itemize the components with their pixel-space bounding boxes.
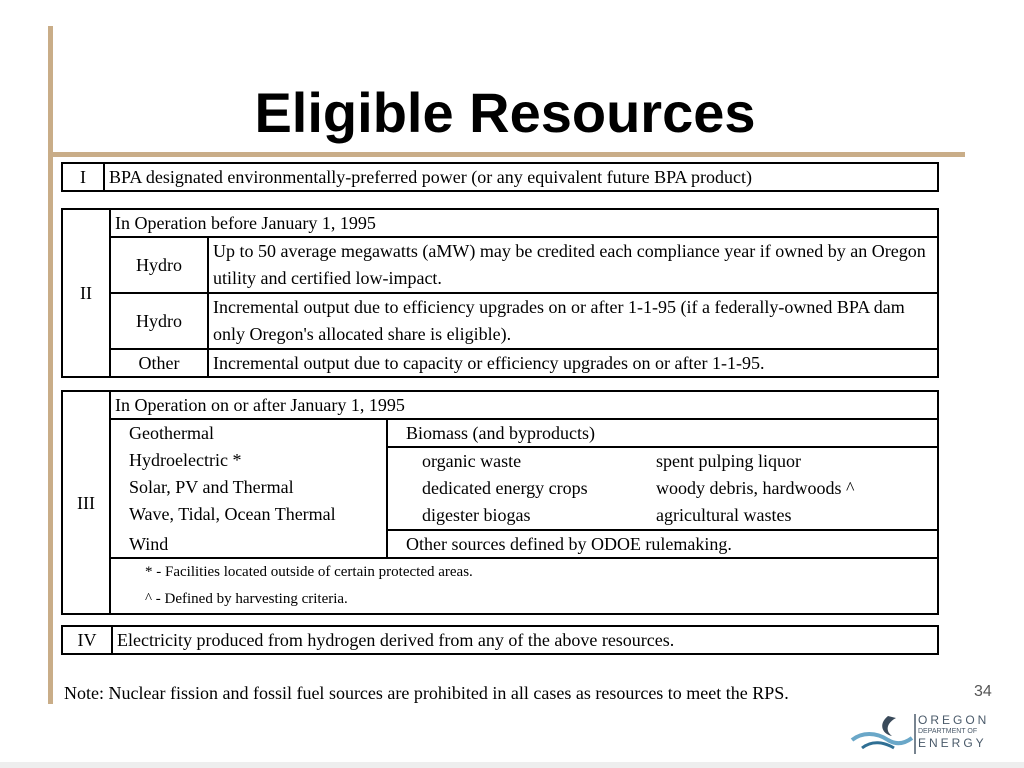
tier4-text: Electricity produced from hydrogen derived from any of the above resources. (112, 626, 938, 654)
biomass-header: Biomass (and byproducts) (387, 419, 938, 447)
resource-wave: Wave, Tidal, Ocean Thermal (129, 504, 336, 524)
tier2-row-text: Incremental output due to efficiency upgrades on or after 1-1-95 (if a federally-owned BPA dam only Oregon's allocated share is eligible). (208, 293, 938, 349)
footnote: ^ - Defined by harvesting criteria. (145, 591, 348, 607)
biomass-item: digester biogas (422, 505, 531, 525)
logo-text (918, 714, 989, 750)
tier2-row-type: Hydro (110, 293, 208, 349)
tier2-table (61, 208, 939, 378)
biomass-item: dedicated energy crops (422, 478, 588, 498)
biomass-item: spent pulping liquor (656, 451, 801, 471)
resource-wind: Wind (110, 530, 387, 558)
resource-solar: Solar, PV and Thermal (129, 477, 294, 497)
tier2-row-text: Up to 50 average megawatts (aMW) may be credited each compliance year if owned by an Oregon utility and certified low-impact. (208, 237, 938, 293)
tier2-row-type: Other (110, 349, 208, 377)
tier4-number: IV (62, 626, 112, 654)
tier2-number: II (62, 209, 110, 377)
biomass-item: organic waste (422, 451, 522, 471)
logo-line-department: DEPARTMENT OF (918, 728, 978, 735)
tier3-table (61, 390, 939, 615)
tier3-header: In Operation on or after January 1, 1995 (110, 391, 938, 419)
bottom-rule (0, 762, 1024, 768)
tier2-header: In Operation before January 1, 1995 (110, 209, 938, 237)
logo-line-oregon: OREGON (918, 713, 990, 727)
footnote: * - Facilities located outside of certain protected areas. (145, 564, 473, 580)
tier1-number: I (62, 163, 104, 191)
page-number: 34 (974, 683, 992, 700)
slide-title: Eligible Resources (254, 81, 756, 144)
logo-line-energy: ENERGY (918, 736, 987, 750)
tier3-footnotes (110, 558, 938, 614)
tier1-text: BPA designated environmentally-preferred power (or any equivalent future BPA product) (104, 163, 938, 191)
biomass-item: woody debris, hardwoods ^ (656, 478, 855, 498)
resource-hydroelectric: Hydroelectric * (129, 450, 242, 470)
biomass-list (387, 447, 938, 530)
tier1-table (61, 162, 939, 192)
tier2-row-text: Incremental output due to capacity or efficiency upgrades on or after 1-1-95. (208, 349, 938, 377)
resource-geothermal: Geothermal (129, 423, 214, 443)
tier3-left-list (110, 419, 387, 530)
biomass-item: agricultural wastes (656, 505, 792, 525)
tier3-number: III (62, 391, 110, 614)
footer-note: Note: Nuclear fission and fossil fuel sources are prohibited in all cases as resources to meet the RPS. (64, 683, 789, 703)
horizontal-accent-bar (53, 152, 965, 157)
other-sources: Other sources defined by ODOE rulemaking. (387, 530, 938, 558)
tier2-row-type: Hydro (110, 237, 208, 293)
tier4-table (61, 625, 939, 655)
